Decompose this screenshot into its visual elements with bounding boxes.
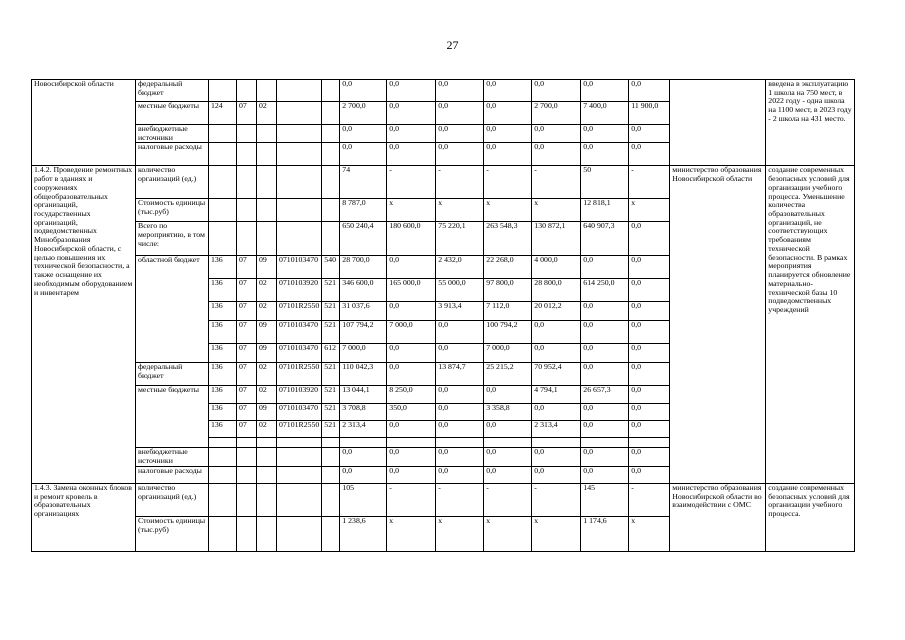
table-cell: 0,0 xyxy=(484,386,532,404)
table-cell: 28 800,0 xyxy=(532,279,581,302)
table-cell xyxy=(209,143,237,166)
table-cell: 0,0 xyxy=(484,421,532,438)
table-cell: 0,0 xyxy=(629,448,670,466)
table-cell: 75 220,1 xyxy=(436,222,484,256)
table-cell: 612 xyxy=(322,344,340,363)
table-cell xyxy=(209,166,237,199)
table-cell: 0,0 xyxy=(484,143,532,166)
table-cell: - xyxy=(387,483,436,516)
table-cell: 0,0 xyxy=(532,321,581,344)
table-cell xyxy=(322,125,340,143)
table-cell: налоговые расходы xyxy=(136,466,209,483)
table-cell xyxy=(257,80,277,102)
table-cell: 0,0 xyxy=(436,404,484,421)
table-cell: 0,0 xyxy=(484,448,532,466)
table-cell: 55 000,0 xyxy=(436,279,484,302)
table-cell: 0,0 xyxy=(484,80,532,102)
table-cell xyxy=(322,143,340,166)
table-cell: 0,0 xyxy=(340,80,387,102)
table-cell: 136 xyxy=(209,321,237,344)
table-cell: 105 xyxy=(340,483,387,516)
table-cell xyxy=(277,483,322,516)
table-cell xyxy=(237,125,257,143)
table-cell: 07 xyxy=(237,421,257,438)
table-cell: 0,0 xyxy=(581,363,629,386)
table-cell xyxy=(277,222,322,256)
table-cell: 521 xyxy=(322,421,340,438)
table-cell: 0,0 xyxy=(581,466,629,483)
table-cell: федеральный бюджет xyxy=(136,80,209,102)
table-cell: 0,0 xyxy=(629,80,670,102)
table-cell xyxy=(257,166,277,199)
table-cell: 2 700,0 xyxy=(532,102,581,125)
budget-table xyxy=(31,79,855,552)
table-cell: 50 xyxy=(581,166,629,199)
table-cell: 0,0 xyxy=(581,344,629,363)
table-cell: 07 xyxy=(237,344,257,363)
table-cell: 136 xyxy=(209,279,237,302)
table-cell: 12 818,1 xyxy=(581,199,629,222)
table-row xyxy=(32,483,855,516)
table-cell: 3 708,8 xyxy=(340,404,387,421)
table-cell: 97 800,0 xyxy=(484,279,532,302)
table-cell: 0,0 xyxy=(581,448,629,466)
table-cell: 0,0 xyxy=(387,421,436,438)
table-cell xyxy=(237,80,257,102)
table-cell: 0,0 xyxy=(436,421,484,438)
table-cell: 0,0 xyxy=(629,302,670,321)
table-cell: 8 787,0 xyxy=(340,199,387,222)
table-cell xyxy=(257,438,277,448)
table-cell xyxy=(257,143,277,166)
table-cell: 13 044,1 xyxy=(340,386,387,404)
table-cell: х xyxy=(484,199,532,222)
table-cell: 0,0 xyxy=(581,256,629,279)
table-cell xyxy=(484,438,532,448)
table-cell: 07 xyxy=(237,404,257,421)
table-cell: 0,0 xyxy=(629,143,670,166)
table-cell: - xyxy=(484,166,532,199)
table-cell: Стоимость единицы (тыс.руб) xyxy=(136,199,209,222)
table-cell: 0,0 xyxy=(387,125,436,143)
table-cell: 0,0 xyxy=(340,125,387,143)
table-cell: 1 174,6 xyxy=(581,516,629,551)
table-cell: 0,0 xyxy=(387,256,436,279)
table-cell xyxy=(257,222,277,256)
table-cell xyxy=(277,80,322,102)
table-cell: 0,0 xyxy=(436,344,484,363)
table-cell xyxy=(629,438,670,448)
table-cell: 0710103470 xyxy=(277,344,322,363)
table-cell: местные бюджеты xyxy=(136,386,209,448)
table-cell: 09 xyxy=(257,404,277,421)
table-cell: 0,0 xyxy=(581,143,629,166)
table-cell: 09 xyxy=(257,321,277,344)
table-cell: 0,0 xyxy=(484,102,532,125)
table-cell: 165 000,0 xyxy=(387,279,436,302)
table-cell: х xyxy=(532,199,581,222)
table-cell: х xyxy=(436,516,484,551)
table-cell: 74 xyxy=(340,166,387,199)
table-cell: 0,0 xyxy=(629,279,670,302)
table-cell: 0,0 xyxy=(387,143,436,166)
table-cell: 0,0 xyxy=(629,125,670,143)
table-cell: 521 xyxy=(322,321,340,344)
table-cell xyxy=(209,438,237,448)
table-cell xyxy=(209,125,237,143)
table-cell: 31 037,6 xyxy=(340,302,387,321)
table-row xyxy=(32,166,855,199)
table-cell xyxy=(209,448,237,466)
table-cell: 0,0 xyxy=(581,404,629,421)
table-cell: х xyxy=(629,199,670,222)
table-cell: - xyxy=(629,483,670,516)
table-cell: х xyxy=(436,199,484,222)
table-cell xyxy=(322,166,340,199)
table-cell xyxy=(257,466,277,483)
table-cell: 02 xyxy=(257,302,277,321)
table-cell: 09 xyxy=(257,256,277,279)
table-cell: 02 xyxy=(257,279,277,302)
table-cell xyxy=(237,483,257,516)
table-cell: 26 657,3 xyxy=(581,386,629,404)
table-cell: 136 xyxy=(209,363,237,386)
table-cell: 180 600,0 xyxy=(387,222,436,256)
table-cell: 0710103920 xyxy=(277,279,322,302)
table-cell xyxy=(322,466,340,483)
table-cell: 0,0 xyxy=(436,466,484,483)
table-cell: 0,0 xyxy=(532,80,581,102)
table-cell: 0,0 xyxy=(436,143,484,166)
table-cell xyxy=(322,483,340,516)
table-cell xyxy=(277,438,322,448)
table-cell xyxy=(322,448,340,466)
table-cell: 136 xyxy=(209,404,237,421)
table-cell: 0,0 xyxy=(387,363,436,386)
table-cell: 107 794,2 xyxy=(340,321,387,344)
table-cell xyxy=(581,438,629,448)
table-cell xyxy=(277,448,322,466)
table-cell: 13 874,7 xyxy=(436,363,484,386)
table-cell: федеральный бюджет xyxy=(136,363,209,386)
table-cell: 0,0 xyxy=(629,363,670,386)
table-cell: 640 907,3 xyxy=(581,222,629,256)
table-cell: - xyxy=(387,166,436,199)
table-cell xyxy=(277,199,322,222)
table-cell: 0,0 xyxy=(340,143,387,166)
table-cell: создание современных безопасных условий для организации учебного процесса. xyxy=(766,483,855,551)
table-cell: 07101R2550 xyxy=(277,421,322,438)
table-cell: х xyxy=(387,199,436,222)
table-cell: 2 432,0 xyxy=(436,256,484,279)
table-cell xyxy=(209,483,237,516)
table-cell: министерство образования Новосибирской области во взаимодействии с ОМС xyxy=(670,483,766,551)
table-cell: 0,0 xyxy=(484,125,532,143)
table-cell xyxy=(277,125,322,143)
table-cell: количество организаций (ед.) xyxy=(136,483,209,516)
table-cell: 521 xyxy=(322,363,340,386)
table-cell xyxy=(387,438,436,448)
table-cell: 7 400,0 xyxy=(581,102,629,125)
table-cell xyxy=(237,222,257,256)
table-cell: 350,0 xyxy=(387,404,436,421)
table-cell xyxy=(322,516,340,551)
table-cell xyxy=(322,80,340,102)
table-cell: 0,0 xyxy=(629,386,670,404)
table-cell: 136 xyxy=(209,344,237,363)
table-cell: 07 xyxy=(237,321,257,344)
table-cell xyxy=(322,222,340,256)
table-cell: 521 xyxy=(322,386,340,404)
table-cell: 7 000,0 xyxy=(340,344,387,363)
table-cell: 0,0 xyxy=(532,143,581,166)
table-cell: 0,0 xyxy=(436,80,484,102)
table-cell xyxy=(670,80,766,166)
table-cell: 02 xyxy=(257,421,277,438)
table-cell xyxy=(237,438,257,448)
table-cell: 0,0 xyxy=(340,448,387,466)
table-cell xyxy=(237,143,257,166)
table-cell xyxy=(209,222,237,256)
table-cell: - xyxy=(436,483,484,516)
table-cell xyxy=(436,438,484,448)
table-cell xyxy=(237,199,257,222)
table-cell: Всего по мероприятию, в том числе: xyxy=(136,222,209,256)
table-cell: 22 268,0 xyxy=(484,256,532,279)
table-cell xyxy=(257,448,277,466)
table-cell xyxy=(277,166,322,199)
table-cell: 20 012,2 xyxy=(532,302,581,321)
table-cell xyxy=(257,483,277,516)
table-cell xyxy=(340,438,387,448)
table-cell: 8 250,0 xyxy=(387,386,436,404)
table-cell: 07 xyxy=(237,102,257,125)
table-cell xyxy=(322,102,340,125)
table-cell xyxy=(277,466,322,483)
table-cell: 0,0 xyxy=(436,321,484,344)
table-cell xyxy=(257,516,277,551)
table-cell: 25 215,2 xyxy=(484,363,532,386)
table-cell: 7 112,0 xyxy=(484,302,532,321)
table-cell xyxy=(322,199,340,222)
table-cell: 2 700,0 xyxy=(340,102,387,125)
table-cell: введена в эксплуатацию 1 школа на 750 мест, в 2022 году - одна школа на 1100 мест, в 2023 году - 2 школа на 431 место. xyxy=(766,80,855,166)
table-cell: 0,0 xyxy=(532,448,581,466)
table-cell: 136 xyxy=(209,256,237,279)
table-cell: 0,0 xyxy=(532,404,581,421)
table-cell: 0,0 xyxy=(436,125,484,143)
table-cell: 145 xyxy=(581,483,629,516)
table-cell xyxy=(237,166,257,199)
table-cell: областной бюджет xyxy=(136,256,209,363)
table-cell: 0,0 xyxy=(581,321,629,344)
table-cell: 100 794,2 xyxy=(484,321,532,344)
table-cell: 7 000,0 xyxy=(387,321,436,344)
table-cell: 02 xyxy=(257,102,277,125)
table-cell: 0,0 xyxy=(629,344,670,363)
table-cell: 0,0 xyxy=(387,344,436,363)
table-cell: х xyxy=(484,516,532,551)
table-row xyxy=(32,80,855,102)
table-cell: 0,0 xyxy=(387,80,436,102)
table-cell: 263 548,3 xyxy=(484,222,532,256)
table-cell: 136 xyxy=(209,386,237,404)
table-cell: 0710103470 xyxy=(277,321,322,344)
table-cell xyxy=(237,516,257,551)
table-cell: внебюджетные источники xyxy=(136,125,209,143)
table-cell: 0,0 xyxy=(581,125,629,143)
table-cell xyxy=(322,438,340,448)
table-cell: 0,0 xyxy=(629,256,670,279)
table-cell: 07101R2550 xyxy=(277,302,322,321)
table-cell: 0,0 xyxy=(340,466,387,483)
table-cell: 70 952,4 xyxy=(532,363,581,386)
table-cell: 124 xyxy=(209,102,237,125)
table-cell: 0,0 xyxy=(532,344,581,363)
table-cell: 0,0 xyxy=(387,466,436,483)
table-cell: 02 xyxy=(257,386,277,404)
table-cell: 521 xyxy=(322,302,340,321)
table-cell: 3 913,4 xyxy=(436,302,484,321)
table-cell: 1 238,6 xyxy=(340,516,387,551)
table-cell: 0,0 xyxy=(581,302,629,321)
table-cell: - xyxy=(532,166,581,199)
table-cell: 4 794,1 xyxy=(532,386,581,404)
table-cell: министерство образования Новосибирской области xyxy=(670,166,766,483)
table-cell: 0,0 xyxy=(581,80,629,102)
table-cell: внебюджетные источники xyxy=(136,448,209,466)
table-cell: 11 900,0 xyxy=(629,102,670,125)
table-cell: 3 358,8 xyxy=(484,404,532,421)
table-cell: 0,0 xyxy=(532,125,581,143)
table-cell: х xyxy=(629,516,670,551)
table-cell: 07 xyxy=(237,279,257,302)
table-cell: создание современных безопасных условий для организации учебного процесса. Уменьшение количества образовательных организаций, не соответствующих требованиям технической безопасности. В рамках мероприятия планируется обновление материально-технической базы 10 подведомственных учреждений xyxy=(766,166,855,483)
table-cell: 0,0 xyxy=(629,321,670,344)
table-cell: 0710103920 xyxy=(277,386,322,404)
table-cell xyxy=(277,516,322,551)
table-cell: 136 xyxy=(209,421,237,438)
table-cell xyxy=(277,102,322,125)
table-cell xyxy=(257,125,277,143)
table-cell: 0,0 xyxy=(484,466,532,483)
table-cell: 09 xyxy=(257,344,277,363)
table-cell: 07 xyxy=(237,256,257,279)
table-cell: - xyxy=(532,483,581,516)
table-cell: 0,0 xyxy=(387,448,436,466)
table-cell xyxy=(209,199,237,222)
table-cell: 07 xyxy=(237,302,257,321)
table-cell: 0,0 xyxy=(629,222,670,256)
table-cell: 521 xyxy=(322,404,340,421)
table-cell: 2 313,4 xyxy=(340,421,387,438)
table-cell: Новосибирской области xyxy=(32,80,136,166)
table-cell: 0,0 xyxy=(532,466,581,483)
table-cell: 0,0 xyxy=(581,421,629,438)
table-cell: - xyxy=(436,166,484,199)
table-cell: 07101R2550 xyxy=(277,363,322,386)
table-cell: 521 xyxy=(322,279,340,302)
table-cell: 28 700,0 xyxy=(340,256,387,279)
table-cell: 7 000,0 xyxy=(484,344,532,363)
table-cell xyxy=(209,516,237,551)
table-cell: 0,0 xyxy=(387,102,436,125)
table-cell: 1.4.3. Замена оконных блоков и ремонт кровель в образовательных организациях xyxy=(32,483,136,551)
table-cell: 02 xyxy=(257,363,277,386)
table-cell: 0,0 xyxy=(436,386,484,404)
table-cell: 0,0 xyxy=(629,421,670,438)
table-cell: х xyxy=(387,516,436,551)
table-cell: 1.4.2. Проведение ремонтных работ в зданиях и сооружениях общеобразовательных организаций, государственных организаций, подведомственных Минобразования Новосибирской области, с целью повышения их технической безопасности, а также оснащение их необходимым оборудованием и инвентарем xyxy=(32,166,136,483)
table-cell xyxy=(277,143,322,166)
table-cell: 130 872,1 xyxy=(532,222,581,256)
table-cell: Стоимость единицы (тыс.руб) xyxy=(136,516,209,551)
table-cell: 0,0 xyxy=(629,466,670,483)
table-cell: 110 042,3 xyxy=(340,363,387,386)
table-cell: 540 xyxy=(322,256,340,279)
table-cell: - xyxy=(484,483,532,516)
table-cell: 0710103470 xyxy=(277,404,322,421)
table-cell: налоговые расходы xyxy=(136,143,209,166)
table-cell: 2 313,4 xyxy=(532,421,581,438)
table-cell: количество организаций (ед.) xyxy=(136,166,209,199)
table-cell xyxy=(209,466,237,483)
table-cell: 650 240,4 xyxy=(340,222,387,256)
table-cell: 0,0 xyxy=(436,448,484,466)
table-cell: 614 250,0 xyxy=(581,279,629,302)
table-cell xyxy=(209,80,237,102)
table-cell xyxy=(237,448,257,466)
table-cell: 4 000,0 xyxy=(532,256,581,279)
table-cell xyxy=(237,466,257,483)
table-cell: 07 xyxy=(237,363,257,386)
table-cell: 0,0 xyxy=(436,102,484,125)
table-cell: 0,0 xyxy=(629,404,670,421)
table-cell xyxy=(257,199,277,222)
table-cell: - xyxy=(629,166,670,199)
table-cell: местные бюджеты xyxy=(136,102,209,125)
table-cell: 346 600,0 xyxy=(340,279,387,302)
table-cell xyxy=(532,438,581,448)
table-cell: 07 xyxy=(237,386,257,404)
page-number: 27 xyxy=(446,38,459,52)
table-cell: 0,0 xyxy=(387,302,436,321)
table-cell: 136 xyxy=(209,302,237,321)
table-cell: 0710103470 xyxy=(277,256,322,279)
table-cell: х xyxy=(532,516,581,551)
